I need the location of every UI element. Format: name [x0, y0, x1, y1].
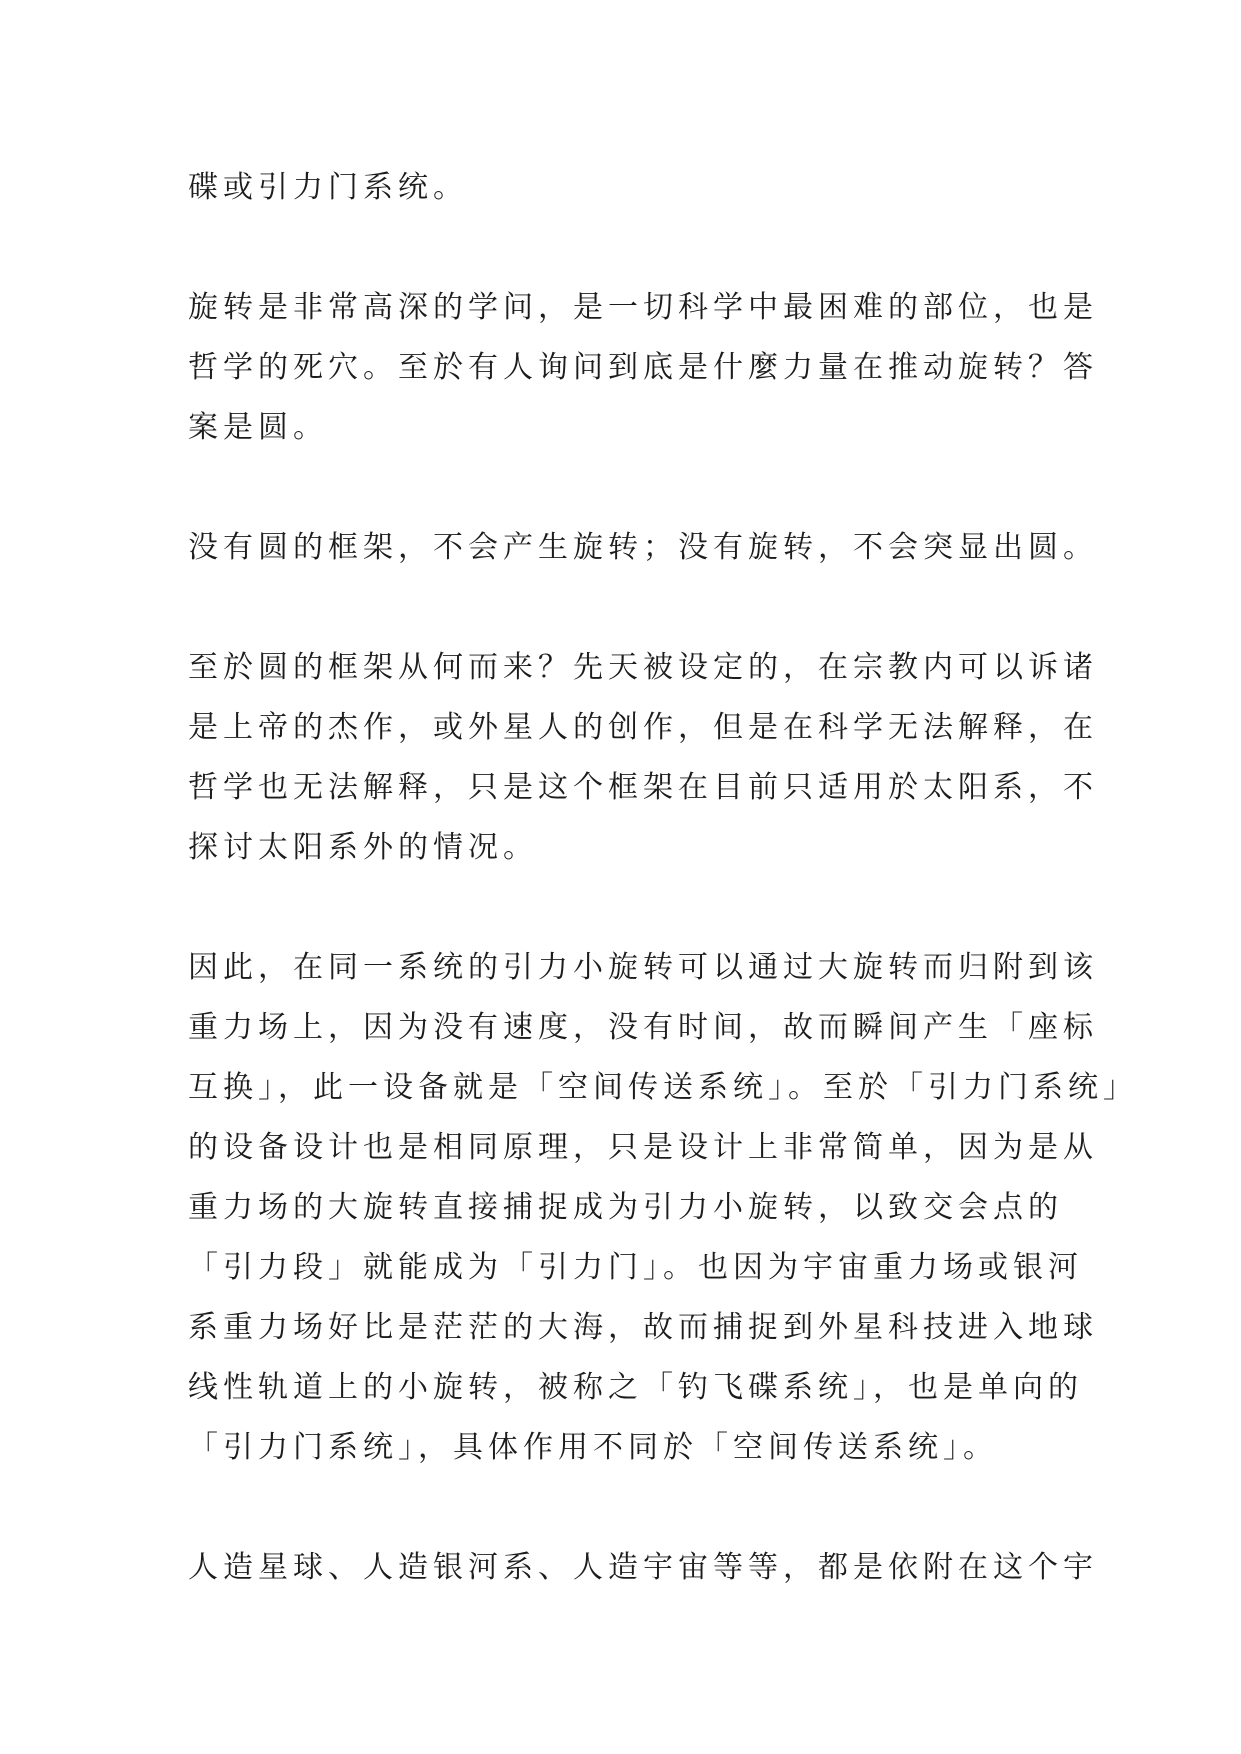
text-line: 哲学的死穴。至於有人询问到底是什麼力量在推动旋转？答 [188, 350, 1098, 385]
paragraph-6 [188, 1538, 1098, 1598]
text-line: 旋转是非常高深的学问，是一切科学中最困难的部位，也是 [188, 290, 1098, 325]
text-line: 人造星球、人造银河系、人造宇宙等等，都是依附在这个宇 [188, 1550, 1098, 1585]
body-text [188, 158, 1138, 1658]
paragraph-2 [188, 278, 1098, 458]
text-line: 重力场的大旋转直接捕捉成为引力小旋转，以致交会点的 [188, 1190, 1063, 1225]
text-line: 没有圆的框架，不会产生旋转；没有旋转，不会突显出圆。 [188, 530, 1098, 565]
text-line: 「引力门系统」，具体作用不同於「空间传送系统」。 [188, 1430, 998, 1465]
text-line: 碟或引力门系统。 [188, 170, 468, 205]
text-line: 「引力段」就能成为「引力门」。也因为宇宙重力场或银河 [188, 1250, 1083, 1285]
paragraph-3 [188, 518, 1098, 578]
text-line: 至於圆的框架从何而来？先天被设定的，在宗教内可以诉诸 [188, 650, 1098, 685]
text-line: 因此，在同一系统的引力小旋转可以通过大旋转而归附到该 [188, 950, 1098, 985]
text-line: 系重力场好比是茫茫的大海，故而捕捉到外星科技进入地球 [188, 1310, 1098, 1345]
paragraph-4 [188, 638, 1098, 878]
text-line: 的设备设计也是相同原理，只是设计上非常简单，因为是从 [188, 1130, 1098, 1165]
paragraph-5 [188, 938, 1138, 1478]
paragraph-1 [188, 158, 1058, 218]
text-line: 重力场上，因为没有速度，没有时间，故而瞬间产生「座标 [188, 1010, 1098, 1045]
text-line: 哲学也无法解释，只是这个框架在目前只适用於太阳系，不 [188, 770, 1098, 805]
text-line: 互换」，此一设备就是「空间传送系统」。至於「引力门系统」 [188, 1070, 1138, 1105]
text-line: 探讨太阳系外的情况。 [188, 830, 538, 865]
text-line: 案是圆。 [188, 410, 328, 445]
text-line: 线性轨道上的小旋转，被称之「钓飞碟系统」，也是单向的 [188, 1370, 1083, 1405]
text-line: 是上帝的杰作，或外星人的创作，但是在科学无法解释，在 [188, 710, 1098, 745]
